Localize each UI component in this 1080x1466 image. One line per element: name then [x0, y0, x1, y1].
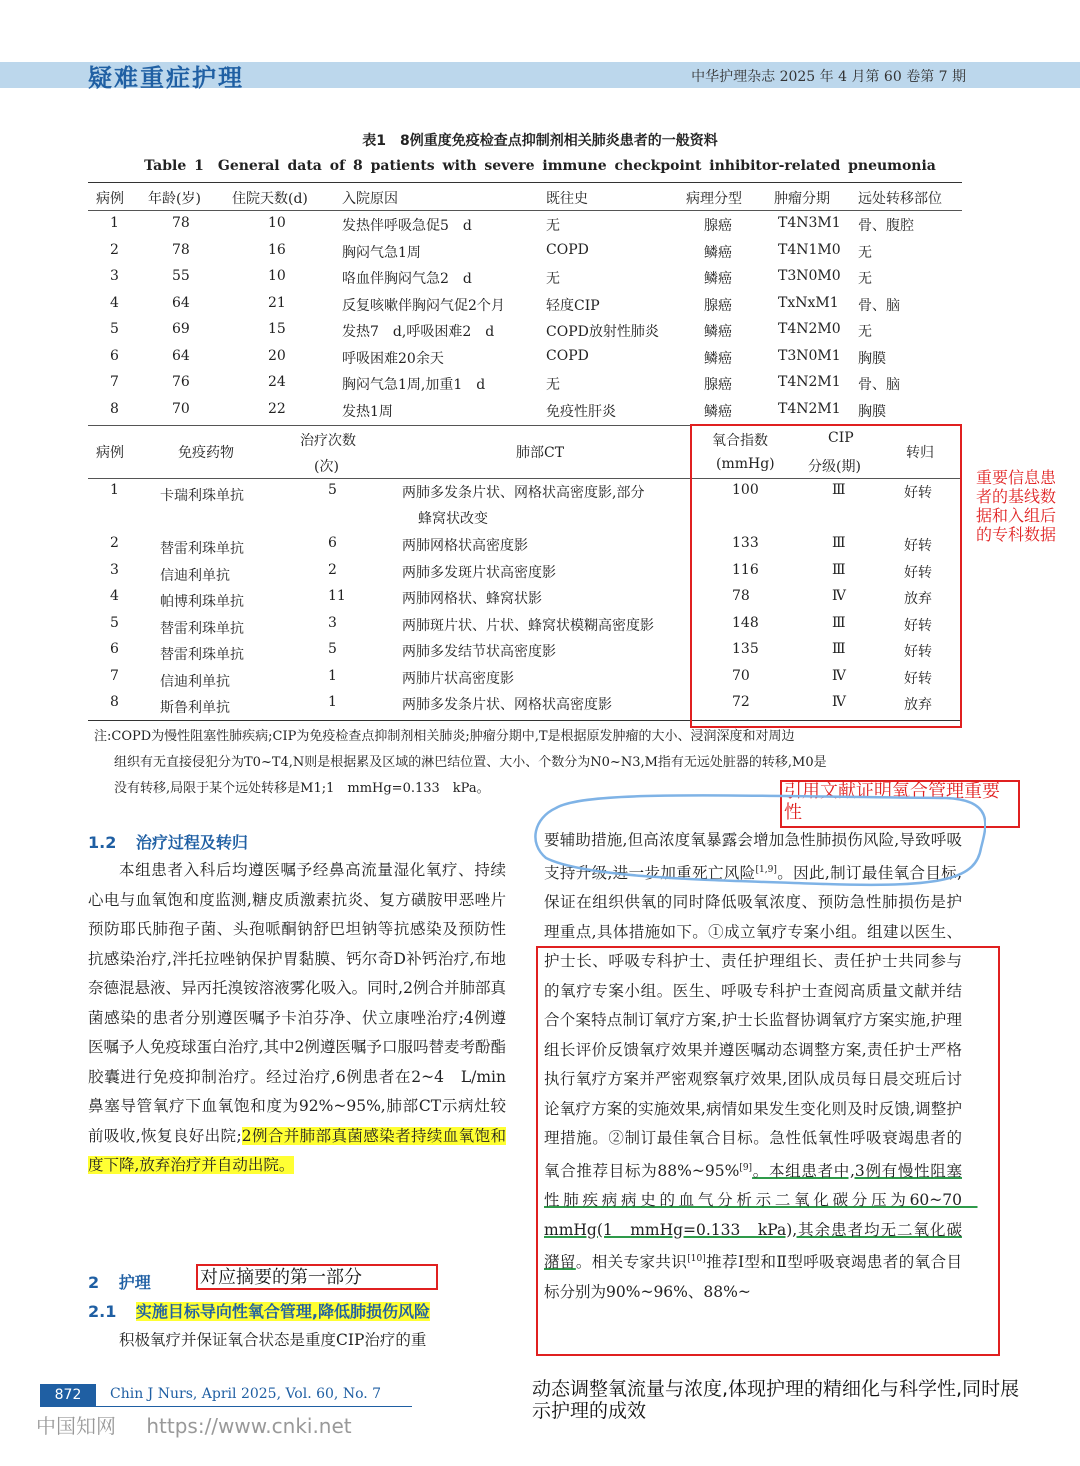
table-cell-outcome: 好转 — [904, 564, 932, 581]
table-cell-oxy: 78 — [732, 588, 750, 604]
footer-rule — [40, 1406, 412, 1407]
th2-outcome: 转归 — [906, 445, 934, 461]
table-cell: T3N0M0 — [778, 268, 841, 284]
th2-ct: 肺部CT — [516, 445, 565, 461]
table-cell-drug: 替雷利珠单抗 — [160, 647, 244, 663]
table-cell: 呼吸困难20余天 — [342, 350, 444, 367]
table-cell-times: 1 — [328, 667, 337, 684]
table-row — [88, 374, 962, 400]
th-days: 住院天数(d) — [232, 191, 308, 207]
section-2-heading — [88, 1270, 151, 1293]
table-cell: TxNxM1 — [778, 294, 839, 311]
right-para-e: 推荐Ⅰ型和Ⅱ型呼吸衰竭患者的氧合目标分别为90%~96%、88%~ — [544, 1253, 962, 1301]
table-cell: 反复咳嗽伴胸闷气促2个月 — [342, 297, 505, 314]
table-cell: COPD放射性肺炎 — [546, 324, 659, 340]
table-cell: 64 — [172, 294, 190, 311]
para1-text: 本组患者入科后均遵医嘱予经鼻高流量湿化氧疗、持续心电与血氧饱和度监测,糖皮质激素抗炎、复方磺胺甲恶唑片预防耶氏肺孢子菌、头孢哌酮钠舒巴坦钠等抗感染及预防性抗感染治疗,泮托拉唑钠保护胃黏膜、钙尔奇D补钙治疗,布地奈德混悬液、异丙托溴铵溶液雾化吸入。同时,2例合并肺部真菌感染的患者分别遵医嘱予卡泊芬净、伏立康唑治疗;4例遵医嘱予人免疫球蛋白治疗,其中2例遵医嘱予口服吗替麦考酚酯胶囊进行免疫抑制治疗。经过治疗,6例患者在2~4 L/min鼻塞导管氧疗下血氧饱和度为92%~95%,肺部CT示病灶较前吸收,恢复良好出院; — [88, 861, 506, 1145]
table-cell: 无 — [858, 244, 872, 261]
table-cell: 64 — [172, 347, 190, 364]
table-cell-oxy: 72 — [732, 694, 750, 710]
th2-times-l2: (次) — [314, 459, 339, 475]
annotation-bottom-note: 动态调整氧流量与浓度,体现护理的精细化与科学性,同时展示护理的成效 — [532, 1378, 1020, 1422]
table-cell-drug: 替雷利珠单抗 — [160, 620, 244, 637]
table-cell-outcome: 好转 — [904, 485, 932, 501]
table-cell-ct-continued: 蜂窝状改变 — [418, 511, 488, 527]
table-cell-cip: Ⅳ — [832, 694, 846, 710]
column-title: 疑难重症护理 — [88, 64, 244, 92]
table-cell: 3 — [110, 268, 119, 284]
table-cell: 21 — [268, 294, 286, 311]
annotation-box-oxygen-cip — [690, 424, 962, 728]
section-2-1-number: 2.1 — [88, 1302, 117, 1321]
table-cell: 鳞癌 — [704, 271, 732, 287]
table-cell-outcome: 好转 — [904, 617, 932, 634]
table-cell: 鳞癌 — [704, 324, 732, 340]
table-cell-cip: Ⅲ — [832, 482, 846, 498]
right-para-b: 。因此,制订最佳氧合目标,保证在组织供氧的同时降低吸氧浓度、预防急性肺损伤是护理重点,具体措施如下。①成立氧疗专案小组。组建以医生、护士长、呼吸专科护士、责任护理组长、责任护士共同参与的氧疗专案小组。医生、呼吸专科护士查阅高质量文献并结合个案特点制订氧疗方案,护士长监督协调氧疗方案实施,护理组长评价反馈氧疗效果并遵医嘱动态调整方案,责任护士严格执行氧疗方案并严密观察氧疗效果,团队成员每日晨交班后讨论氧疗方案的实施效果,病情如果发生变化则及时反馈,调整护理措施。②制订最佳氧合目标。急性低氧性呼吸衰竭患者的氧合推荐目标为88%~95% — [544, 863, 962, 1180]
section-1-2-title: 治疗过程及转归 — [135, 833, 248, 852]
table-cell-cip: Ⅲ — [832, 561, 846, 578]
table-cell-case: 7 — [110, 667, 119, 684]
annotation-baseline-note: 重要信息患者的基线数据和入组后的专科数据 — [976, 468, 1057, 544]
table-row — [88, 348, 962, 374]
watermark-cn: 中国知网 — [36, 1414, 116, 1438]
table-cell: T4N3M1 — [778, 215, 841, 231]
table-cell: 无 — [546, 218, 560, 234]
table-cell: 4 — [110, 294, 119, 311]
table-cell: 胸膜 — [858, 350, 886, 367]
table-cell: 20 — [268, 347, 286, 364]
table-cell-outcome: 放弃 — [904, 591, 932, 607]
th2-case: 病例 — [96, 445, 124, 461]
table-cell-times: 5 — [328, 641, 337, 657]
table-cell-cip: Ⅳ — [832, 667, 846, 684]
table-cell: T4N2M0 — [778, 321, 841, 337]
table-cell: 骨、脑 — [858, 297, 900, 314]
table-cell: T4N1M0 — [778, 241, 841, 258]
table-cell-outcome: 好转 — [904, 538, 932, 554]
table-row — [88, 215, 962, 241]
table-cell-case: 1 — [110, 482, 119, 498]
table-cell: 15 — [268, 321, 286, 337]
table-cell: 无 — [546, 271, 560, 287]
annotation-abstract-note: 对应摘要的第一部分 — [200, 1267, 362, 1288]
th-metastasis: 远处转移部位 — [858, 191, 942, 207]
section-2-number: 2 — [88, 1273, 100, 1292]
para1-highlight: 2例合并肺部真菌感染者持续血氧饱和度下降,放弃治疗并自动出院。 — [88, 1126, 506, 1174]
table-cell-case: 5 — [110, 614, 119, 631]
table-cell-times: 2 — [328, 561, 337, 578]
th-pathology: 病理分型 — [686, 191, 742, 207]
table-cell: 胸膜 — [858, 403, 886, 420]
table-cell: 无 — [858, 324, 872, 340]
th2-cip-l1: CIP — [828, 430, 854, 446]
table-cell-cip: Ⅳ — [832, 588, 846, 604]
th2-oxy-l1: 氧合指数 — [712, 433, 768, 449]
table-cell: 2 — [110, 241, 119, 258]
table-caption-zh: 表1 8例重度免疫检查点抑制剂相关肺炎患者的一般资料 — [362, 133, 718, 149]
annotation-box-oxygen-plan — [536, 946, 1000, 1356]
table-cell-ct: 两肺多发条片状、网格状高密度影,部分 — [402, 485, 645, 501]
table-cell: 69 — [172, 321, 190, 337]
table-cell: 22 — [268, 400, 286, 417]
table-cell-outcome: 好转 — [904, 644, 932, 660]
table-cell: 55 — [172, 268, 190, 284]
table-cell: 78 — [172, 241, 190, 258]
table-cell-drug: 卡瑞利珠单抗 — [160, 488, 244, 504]
table-cell: 70 — [172, 400, 190, 417]
table-note-line1: 注:COPD为慢性阻塞性肺疾病;CIP为免疫检查点抑制剂相关肺炎;肿瘤分期中,T是根据原发肿瘤的大小、浸润深度和对周边 — [94, 729, 795, 744]
table-cell: 76 — [172, 374, 190, 390]
table-cell: 78 — [172, 215, 190, 231]
th2-times-l1: 治疗次数 — [300, 433, 356, 449]
table-cell-drug: 信迪利单抗 — [160, 567, 230, 584]
table-row — [88, 242, 962, 268]
table-note-line3: 没有转移,局限于某个远处转移是M1;1 mmHg=0.133 kPa。 — [114, 781, 490, 796]
table-cell: 免疫性肝炎 — [546, 403, 616, 420]
table-row — [88, 401, 962, 427]
section-2-title: 护理 — [118, 1273, 151, 1292]
right-para-d: 。相关专家共识 — [575, 1253, 688, 1272]
table-cell-times: 11 — [328, 588, 346, 604]
table-cell: 发热1周 — [342, 403, 393, 420]
table-cell-drug: 信迪利单抗 — [160, 673, 230, 690]
th2-cip-l2: 分级(期) — [808, 459, 861, 475]
ref-9: [9] — [739, 1162, 753, 1173]
th-reason: 入院原因 — [342, 191, 398, 207]
table-cell: 鳞癌 — [704, 403, 732, 420]
table-cell: 无 — [546, 377, 560, 393]
table-cell: 5 — [110, 321, 119, 337]
table-cell-outcome: 放弃 — [904, 697, 932, 713]
table-cell-drug: 帕博利珠单抗 — [160, 594, 244, 610]
table-row — [88, 295, 962, 321]
table-cell-times: 1 — [328, 694, 337, 710]
table-cell-outcome: 好转 — [904, 670, 932, 687]
table-cell-times: 5 — [328, 482, 337, 498]
table-cell: COPD — [546, 347, 589, 364]
table-cell-case: 4 — [110, 588, 119, 604]
table-cell: 鳞癌 — [704, 244, 732, 261]
footer-journal: Chin J Nurs, April 2025, Vol. 60, No. 7 — [110, 1386, 382, 1402]
table-cell-oxy: 135 — [732, 641, 759, 657]
table-cell-ct: 两肺多发结节状高密度影 — [402, 644, 556, 660]
table-cell-drug: 斯鲁利单抗 — [160, 700, 230, 716]
table-cell-case: 6 — [110, 641, 119, 657]
section-2-1-paragraph-start: 积极氧疗并保证氧合状态是重度CIP治疗的重 — [119, 1331, 427, 1349]
th-stage: 肿瘤分期 — [774, 191, 830, 207]
table-cell-cip: Ⅲ — [832, 641, 846, 657]
table-cell-ct: 两肺网格状高密度影 — [402, 538, 528, 554]
section-1-2-number: 1.2 — [88, 833, 117, 852]
th-history: 既往史 — [546, 191, 588, 207]
table-cell: T4N2M1 — [778, 374, 841, 390]
table-cell-ct: 两肺多发斑片状高密度影 — [402, 564, 556, 581]
watermark-url: https://www.cnki.net — [146, 1414, 352, 1438]
table-cell-oxy: 70 — [732, 667, 750, 684]
table-cell-ct: 两肺斑片状、片状、蜂窝状模糊高密度影 — [402, 617, 654, 634]
table-cell-drug: 替雷利珠单抗 — [160, 541, 244, 557]
table-cell-oxy: 133 — [732, 535, 759, 551]
table-cell: 骨、腹腔 — [858, 218, 914, 234]
table-cell: 发热伴呼吸急促5 d — [342, 218, 472, 234]
table-cell: 24 — [268, 374, 286, 390]
right-para-c-underlined: 。本组患者中,3例有慢性阻塞性肺疾病病史的血气分析示二氧化碳分压为60~70 mmHg(1 mmHg=0.133 kPa),其余患者均无二氧化碳潴留 — [544, 1161, 978, 1272]
th2-oxy-l2: (mmHg) — [716, 456, 775, 472]
table-cell-ct: 两肺片状高密度影 — [402, 670, 514, 687]
table-cell-case: 8 — [110, 694, 119, 710]
table-top-rule — [88, 182, 962, 183]
table-cell: 咯血伴胸闷气急2 d — [342, 271, 472, 287]
table-cell-oxy: 148 — [732, 614, 759, 631]
ref-1-9: [1,9] — [755, 864, 777, 875]
table-cell: 轻度CIP — [546, 297, 600, 314]
section-1-2-heading — [88, 830, 248, 853]
table-cell: 胸闷气急1周 — [342, 244, 421, 261]
th-age: 年龄(岁) — [148, 191, 201, 207]
table-note-line2: 组织有无直接侵犯分为T0~T4,N则是根据累及区域的淋巴结位置、大小、个数分为N0~N3,M指有无远处脏器的转移,M0是 — [114, 755, 827, 770]
th2-drug: 免疫药物 — [178, 445, 234, 461]
section-2-1-heading — [88, 1299, 430, 1322]
right-para-a: 要辅助措施,但高浓度氧暴露会增加急性肺损伤风险,导致呼吸支持升级,进一步加重死亡风险 — [544, 831, 962, 882]
table-cell: 10 — [268, 268, 286, 284]
table-cell: 腺癌 — [704, 297, 732, 314]
table-cell: 8 — [110, 400, 119, 417]
table-cell-times: 3 — [328, 614, 337, 631]
annotation-blue-scribble — [526, 788, 986, 898]
table-cell-ct: 两肺网格状、蜂窝状影 — [402, 591, 542, 607]
table-cell-oxy: 116 — [732, 561, 759, 578]
table-cell: 发热7 d,呼吸困难2 d — [342, 324, 495, 340]
table-cell: 7 — [110, 374, 119, 390]
table-cell: 骨、脑 — [858, 377, 900, 393]
table-cell: 10 — [268, 215, 286, 231]
table-cell-case: 2 — [110, 535, 119, 551]
table-cell-case: 3 — [110, 561, 119, 578]
table-cell-cip: Ⅲ — [832, 614, 846, 631]
table-cell: 1 — [110, 215, 119, 231]
table-cell-cip: Ⅲ — [832, 535, 846, 551]
table-cell: 鳞癌 — [704, 350, 732, 367]
table-row — [88, 321, 962, 347]
table-cell: COPD — [546, 241, 589, 258]
ref-10: [10] — [687, 1254, 706, 1265]
table-cell: 胸闷气急1周,加重1 d — [342, 377, 486, 393]
table-cell: 6 — [110, 347, 119, 364]
annotation-citation-note: 引用文献证明氧合管理重要性 — [784, 781, 1000, 823]
table-cell: T4N2M1 — [778, 400, 841, 417]
watermark — [36, 1410, 352, 1439]
table-row — [88, 268, 962, 294]
table-cell-times: 6 — [328, 535, 337, 551]
journal-info: 中华护理杂志 2025 年 4 月第 60 卷第 7 期 — [691, 69, 966, 85]
page-number: 872 — [40, 1384, 96, 1406]
table-cell: 腺癌 — [704, 218, 732, 234]
table-cell-ct: 两肺多发条片状、网格状高密度影 — [402, 697, 612, 713]
section-2-1-title: 实施目标导向性氧合管理,降低肺损伤风险 — [135, 1302, 431, 1321]
table-caption-en: Table 1 General data of 8 patients with severe immune checkpoint inhibitor-related pneumonia — [144, 158, 936, 174]
table-cell: 无 — [858, 271, 872, 287]
th-case: 病例 — [96, 191, 124, 207]
table-cell: T3N0M1 — [778, 347, 841, 364]
section-1-2-paragraph — [88, 856, 506, 1181]
table-cell: 16 — [268, 241, 286, 258]
table-cell-oxy: 100 — [732, 482, 759, 498]
table-cell: 腺癌 — [704, 377, 732, 393]
